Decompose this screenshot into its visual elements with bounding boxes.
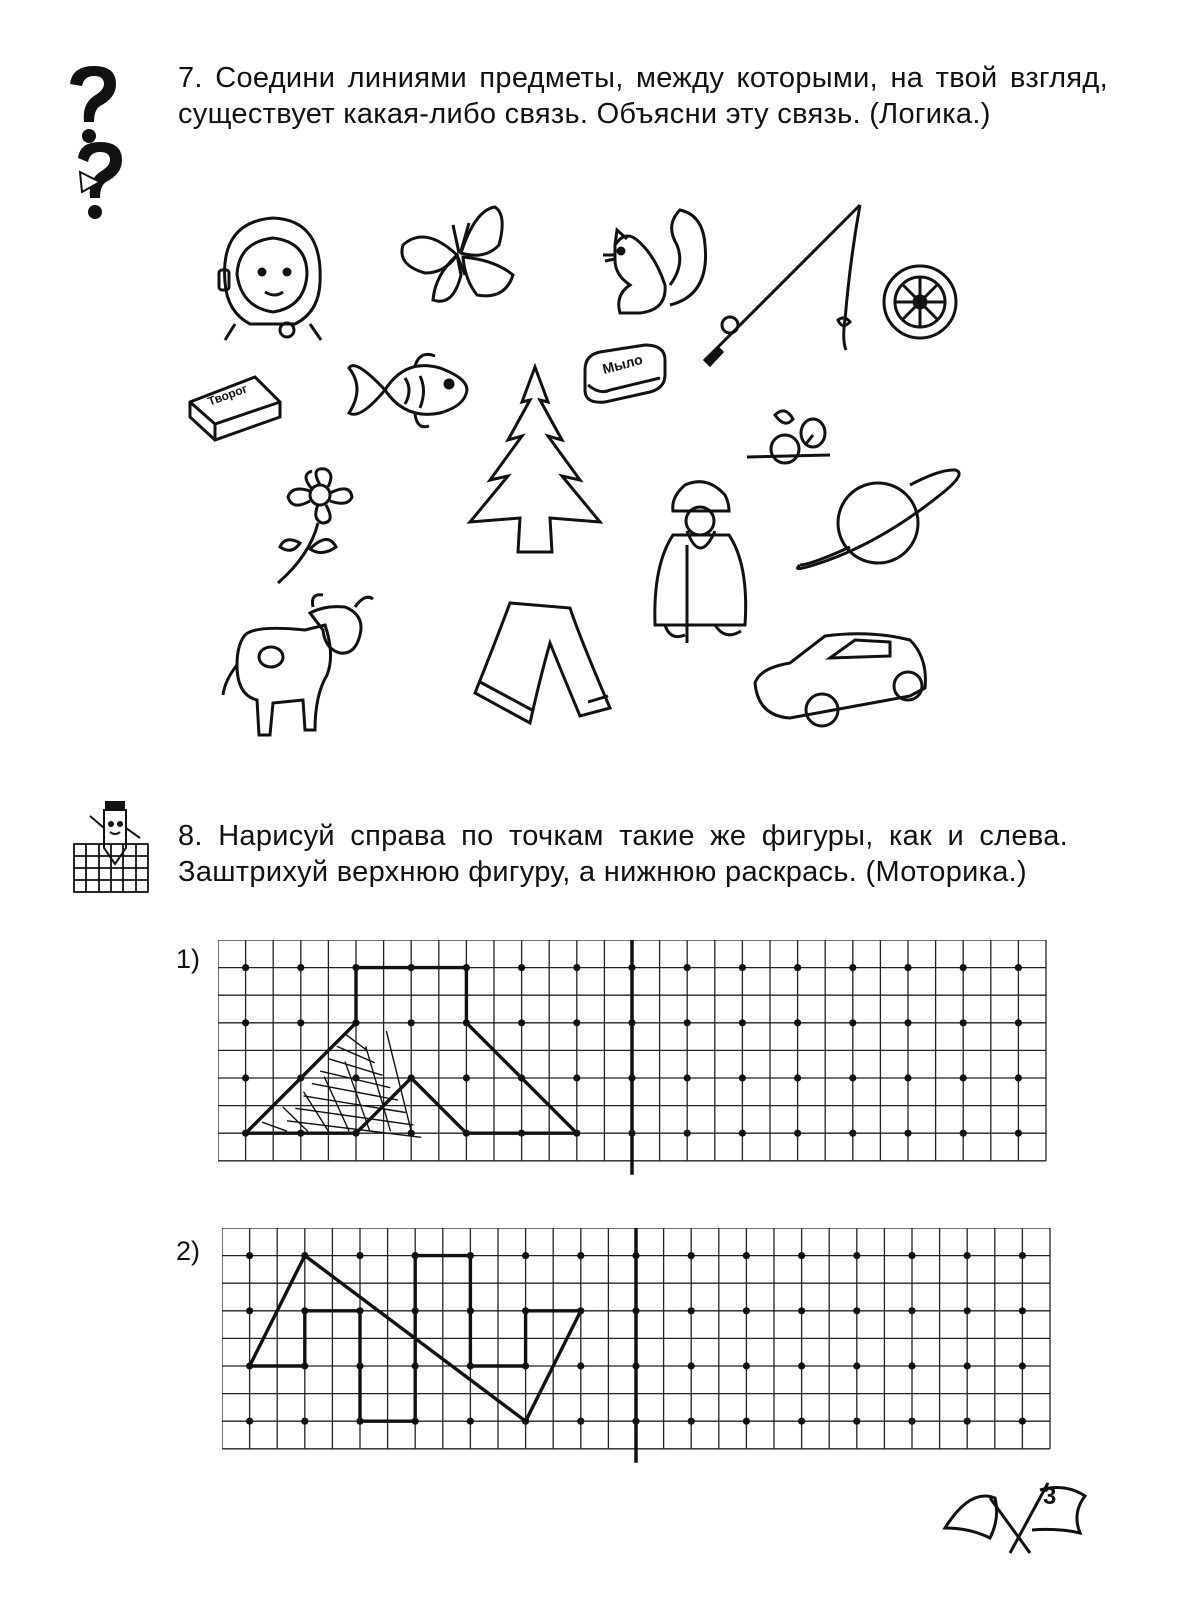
fishing-rod-icon[interactable] [690, 200, 870, 375]
grid-dot [573, 964, 580, 971]
grid-dot [242, 1074, 249, 1081]
grid-dot [684, 1019, 691, 1026]
grid-dot [964, 1252, 971, 1259]
dot-grid-1[interactable] [218, 940, 1058, 1195]
grid-dot [853, 1362, 860, 1369]
flags-icon [940, 1478, 1090, 1563]
grid-dot [849, 1074, 856, 1081]
grid-dot [849, 1019, 856, 1026]
grid-dot [573, 1019, 580, 1026]
grid-dot [1015, 1074, 1022, 1081]
cow-icon[interactable] [215, 585, 380, 745]
grid1-label: 1) [176, 944, 201, 974]
grid-dot [1019, 1418, 1026, 1425]
grid-dot [960, 964, 967, 971]
grid-dot [577, 1418, 584, 1425]
grid-dot [577, 1252, 584, 1259]
grid-dot [1019, 1252, 1026, 1259]
grid-dot [242, 964, 249, 971]
grid-dot [853, 1418, 860, 1425]
grid-dot [964, 1418, 971, 1425]
question-marks-icon [60, 62, 130, 227]
task7-text: 7. Соедини линиями предметы, между которыми, на твой взгляд, существует какая-либо связь. Объясни эту связь. (Логика.) [178, 62, 1108, 130]
grid-dot [688, 1418, 695, 1425]
grid-dot [1015, 1019, 1022, 1026]
grid-dot [908, 1252, 915, 1259]
grid-dot [904, 1074, 911, 1081]
grid-dot [518, 1019, 525, 1026]
grid2-label: 2) [176, 1236, 201, 1266]
grid-dot [908, 1362, 915, 1369]
dot-grid-2[interactable] [222, 1228, 1062, 1478]
grid-dot [743, 1362, 750, 1369]
planet-saturn-icon[interactable] [790, 465, 965, 585]
grid-dot [1019, 1307, 1026, 1314]
grid-dot [964, 1307, 971, 1314]
grid-dot [297, 1019, 304, 1026]
butterfly-icon[interactable] [395, 205, 520, 315]
grid-dot [853, 1252, 860, 1259]
grid-dot [522, 1252, 529, 1259]
car-icon[interactable] [750, 628, 930, 738]
grid-dot [246, 1252, 253, 1259]
grid-dot [1015, 1130, 1022, 1137]
grid-dot [246, 1418, 253, 1425]
grid-dot [904, 964, 911, 971]
grid-dot [960, 1019, 967, 1026]
grid-dot [739, 1074, 746, 1081]
grid-dot [743, 1418, 750, 1425]
grid-dot [301, 1418, 308, 1425]
grid-dot [794, 1130, 801, 1137]
grid-dot [242, 1019, 249, 1026]
grid-dot [794, 1019, 801, 1026]
grid-dot [908, 1307, 915, 1314]
grid-dot [960, 1130, 967, 1137]
grid-dot [739, 1019, 746, 1026]
grid-dot [467, 1418, 474, 1425]
grid-dot [688, 1252, 695, 1259]
grid-dot [739, 964, 746, 971]
grid-dot [463, 1074, 470, 1081]
grid-dot [798, 1418, 805, 1425]
grid-dot [356, 1252, 363, 1259]
car-wheel-icon[interactable] [880, 262, 960, 347]
grid-dot [849, 964, 856, 971]
grid-dot [794, 1074, 801, 1081]
grid-dot [1015, 964, 1022, 971]
grid-dot [853, 1307, 860, 1314]
grid-dot [964, 1362, 971, 1369]
ded-moroz-icon[interactable] [645, 475, 755, 650]
task8-text: 8. Нарисуй справа по точкам такие же фигуры, как и слева. Заштрихуй верхнюю фигуру, а нижнюю раскрась. (Моторика.) [178, 820, 1068, 888]
grid-dot [743, 1252, 750, 1259]
goldfish-icon[interactable] [345, 348, 475, 438]
grid-dot [684, 964, 691, 971]
grid-dot [684, 1130, 691, 1137]
grid-dot [408, 1019, 415, 1026]
grid-dot [297, 964, 304, 971]
grid-dot [518, 964, 525, 971]
grid-dot [743, 1307, 750, 1314]
soap-label: Мыло [600, 350, 645, 378]
grid-dot [904, 1130, 911, 1137]
tvorog-label: Творог [205, 381, 250, 409]
pencil-on-grid-icon [70, 798, 152, 899]
grid-dot [794, 964, 801, 971]
grid-dot [577, 1362, 584, 1369]
grid-dot [904, 1019, 911, 1026]
astronaut-helmet-icon[interactable] [215, 212, 330, 347]
flower-icon[interactable] [270, 465, 365, 590]
grid-dot [960, 1074, 967, 1081]
grid-dot [798, 1307, 805, 1314]
grid-dot [246, 1307, 253, 1314]
grid-dot [798, 1252, 805, 1259]
grid-dot [684, 1074, 691, 1081]
page-number: 3 [1043, 1483, 1057, 1510]
grid-dot [688, 1362, 695, 1369]
grid-dot [573, 1074, 580, 1081]
grid-dot [908, 1418, 915, 1425]
grid-dot [1019, 1362, 1026, 1369]
grid-dot [849, 1130, 856, 1137]
towel-icon[interactable] [470, 598, 615, 733]
tvorog-box[interactable] [185, 372, 285, 447]
grid-dot [798, 1362, 805, 1369]
grid-dot [739, 1130, 746, 1137]
soap-bar[interactable] [580, 340, 670, 415]
grid-dot [688, 1307, 695, 1314]
